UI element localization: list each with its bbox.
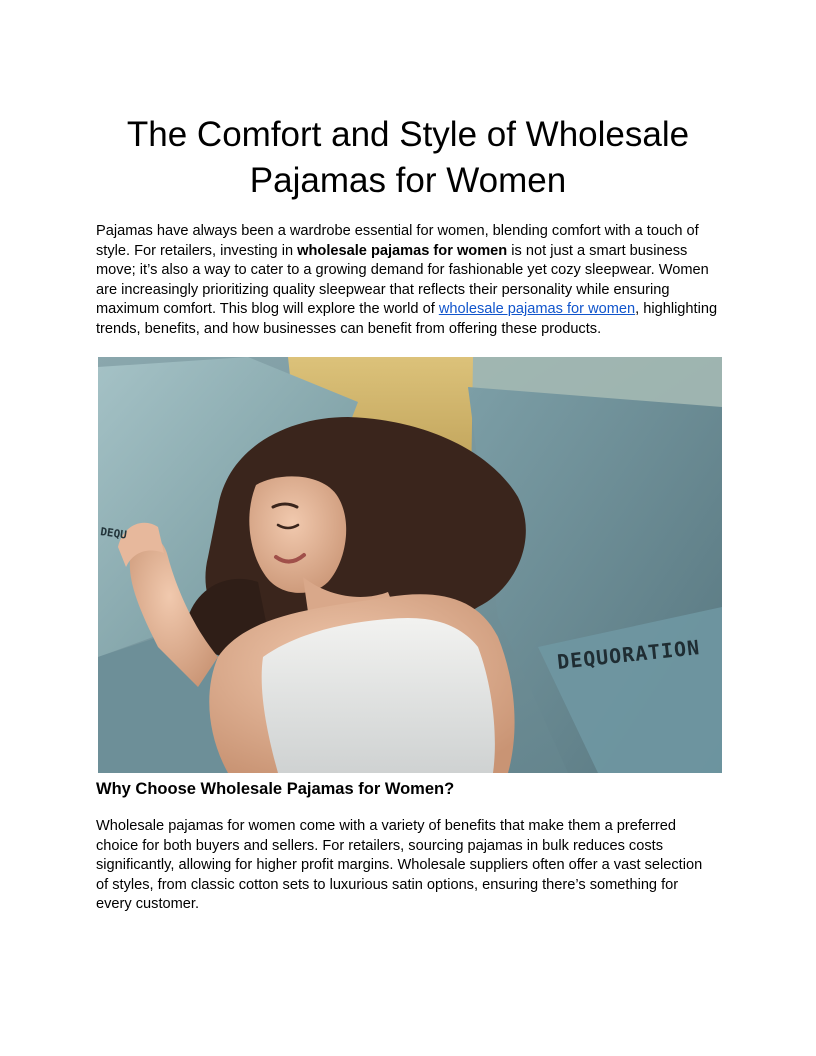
page-title <box>96 112 720 204</box>
title-line-2: Pajamas for Women <box>249 161 567 200</box>
intro-bold-keyword: wholesale pajamas for women <box>297 242 508 259</box>
wholesale-pajamas-link[interactable]: wholesale pajamas for women <box>438 301 636 318</box>
intro-text-2: is not just a smart business move; it’s also a way to cater to a growing demand for fashionable yet cozy sleepwear. Women are increasingly prioritizing quality sleepwear that reflects their personality while ensuring maximum comfort. This blog will explore the world of <box>96 242 709 318</box>
intro-text-3: , highlighting trends, benefits, and how businesses can benefit from offering these products. <box>96 301 718 337</box>
pillow-logo-large: DEQUORATION <box>556 635 702 674</box>
intro-paragraph <box>96 222 728 340</box>
white-tank-top <box>262 618 495 773</box>
photo-illustration <box>98 357 722 773</box>
title-line-1: The Comfort and Style of Wholesale <box>126 115 690 154</box>
section-paragraph: Wholesale pajamas for women come with a variety of benefits that make them a preferred choice for both buyers and sellers. For retailers, sourcing pajamas in bulk reduces costs significantly, allowing for higher profit margins. Wholesale suppliers often offer a vast selection of styles, from classic cotton sets to luxurious satin options, ensuring there’s something for every customer. <box>96 818 703 913</box>
woman-sleeping-photo <box>98 357 722 773</box>
section-heading: Why Choose Wholesale Pajamas for Women? <box>96 780 455 798</box>
intro-text-1: Pajamas have always been a wardrobe essential for women, blending comfort with a touch of style. For retailers, investing in <box>96 223 699 259</box>
pillow-logo-small: DEQU <box>99 525 128 542</box>
